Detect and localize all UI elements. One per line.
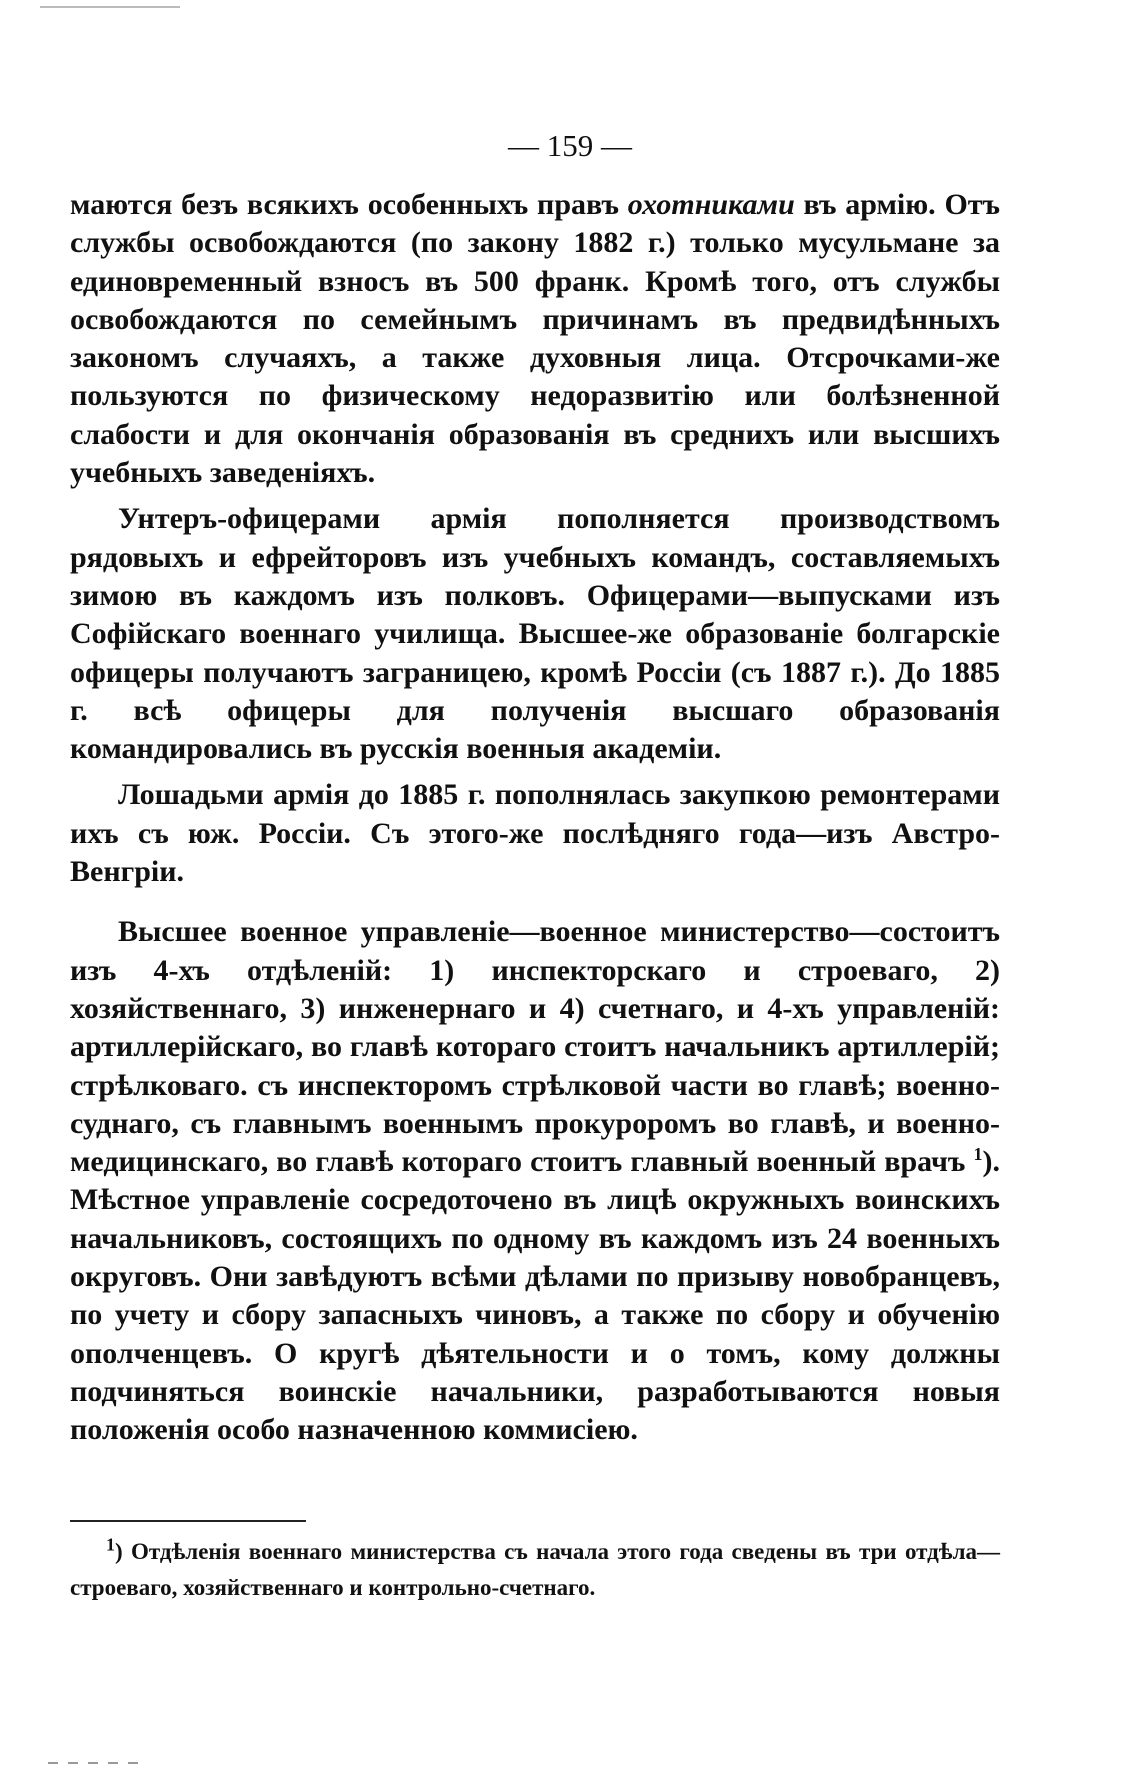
page-number: — 159 — — [508, 128, 632, 163]
paragraph-3 — [70, 776, 1000, 891]
paragraph-1 — [70, 186, 1000, 492]
footnote-marker: 1 — [106, 1534, 115, 1555]
text-run: ) Отдѣленія военнаго министерства съ начала этого года сведены въ три отдѣла—строеваго, хозяйственнаго и контрольно-счетнаго. — [70, 1539, 1000, 1600]
footnote — [70, 1534, 1000, 1606]
text-run: Лошадьми армія до 1885 г. пополнялась закупкою ремонтерами ихъ съ юж. Россіи. Съ этого-же послѣдняго года—изъ Австро-Венгріи. — [70, 778, 1000, 889]
italic-text: охотниками — [627, 188, 795, 221]
body-text — [70, 186, 1000, 1450]
scan-edge-top — [40, 6, 180, 8]
scan-edge-bottom — [48, 1762, 138, 1764]
footnote-marker: 1 — [973, 1144, 983, 1165]
text-run: Унтеръ-офицерами армія пополняется производствомъ рядовыхъ и ефрейторовъ изъ учебныхъ командъ, составляемыхъ зимою въ каждомъ изъ полковъ. Офицерами—выпусками изъ Софійскаго военнаго училища. Высшее-же образованіе болгарскіе офицеры получаютъ заграницею, кромѣ Россіи (съ 1887 г.). До 1885 г. всѣ офицеры для полученія высшаго образованія командировались въ русскія военныя академіи. — [70, 502, 1000, 766]
text-run: ). Мѣстное управленіе сосредоточено въ лицѣ окружныхъ воинскихъ начальниковъ, состоящихъ по одному въ каждомъ изъ 24 военныхъ округовъ. Они завѣдуютъ всѣми дѣлами по призыву новобранцевъ, по учету и сбору запасныхъ чиновъ, а также по сбору и обученію ополченцевъ. О кругѣ дѣятельности и о томъ, кому должны подчиняться воинскіе начальники, разработываются новыя положенія особо назначенною коммисіею. — [70, 1145, 1000, 1447]
footnote-divider — [70, 1520, 306, 1522]
text-run: маются безъ всякихъ особенныхъ правъ — [70, 188, 628, 221]
paragraph-4 — [70, 913, 1000, 1449]
text-run: Высшее военное управленіе—военное министерство—состоитъ изъ 4-хъ отдѣленій: 1) инспекторскаго и строеваго, 2) хозяйственнаго, 3) инженернаго и 4) счетнаго, и 4-хъ управленій: артиллерійскаго, во главѣ котораго стоитъ начальникъ артиллерій; стрѣлковаго. съ инспекторомъ стрѣлковой части во главѣ; военно-суднаго, съ главнымъ военнымъ прокуроромъ во главѣ, и военно-медицинскаго, во главѣ котораго стоитъ главный военный врачъ — [70, 915, 1000, 1179]
text-run: въ армію. Отъ службы освобождаются (по закону 1882 г.) только мусульмане за единовременный взносъ въ 500 франк. Кромѣ того, отъ службы освобождаются по семейнымъ причинамъ въ предвидѣнныхъ закономъ случаяхъ, а также духовныя лица. Отсрочками-же пользуются по физическому недоразвитію или болѣзненной слабости и для окончанія образованія въ среднихъ или высшихъ учебныхъ заведеніяхъ. — [70, 188, 1000, 490]
paragraph-2 — [70, 500, 1000, 768]
